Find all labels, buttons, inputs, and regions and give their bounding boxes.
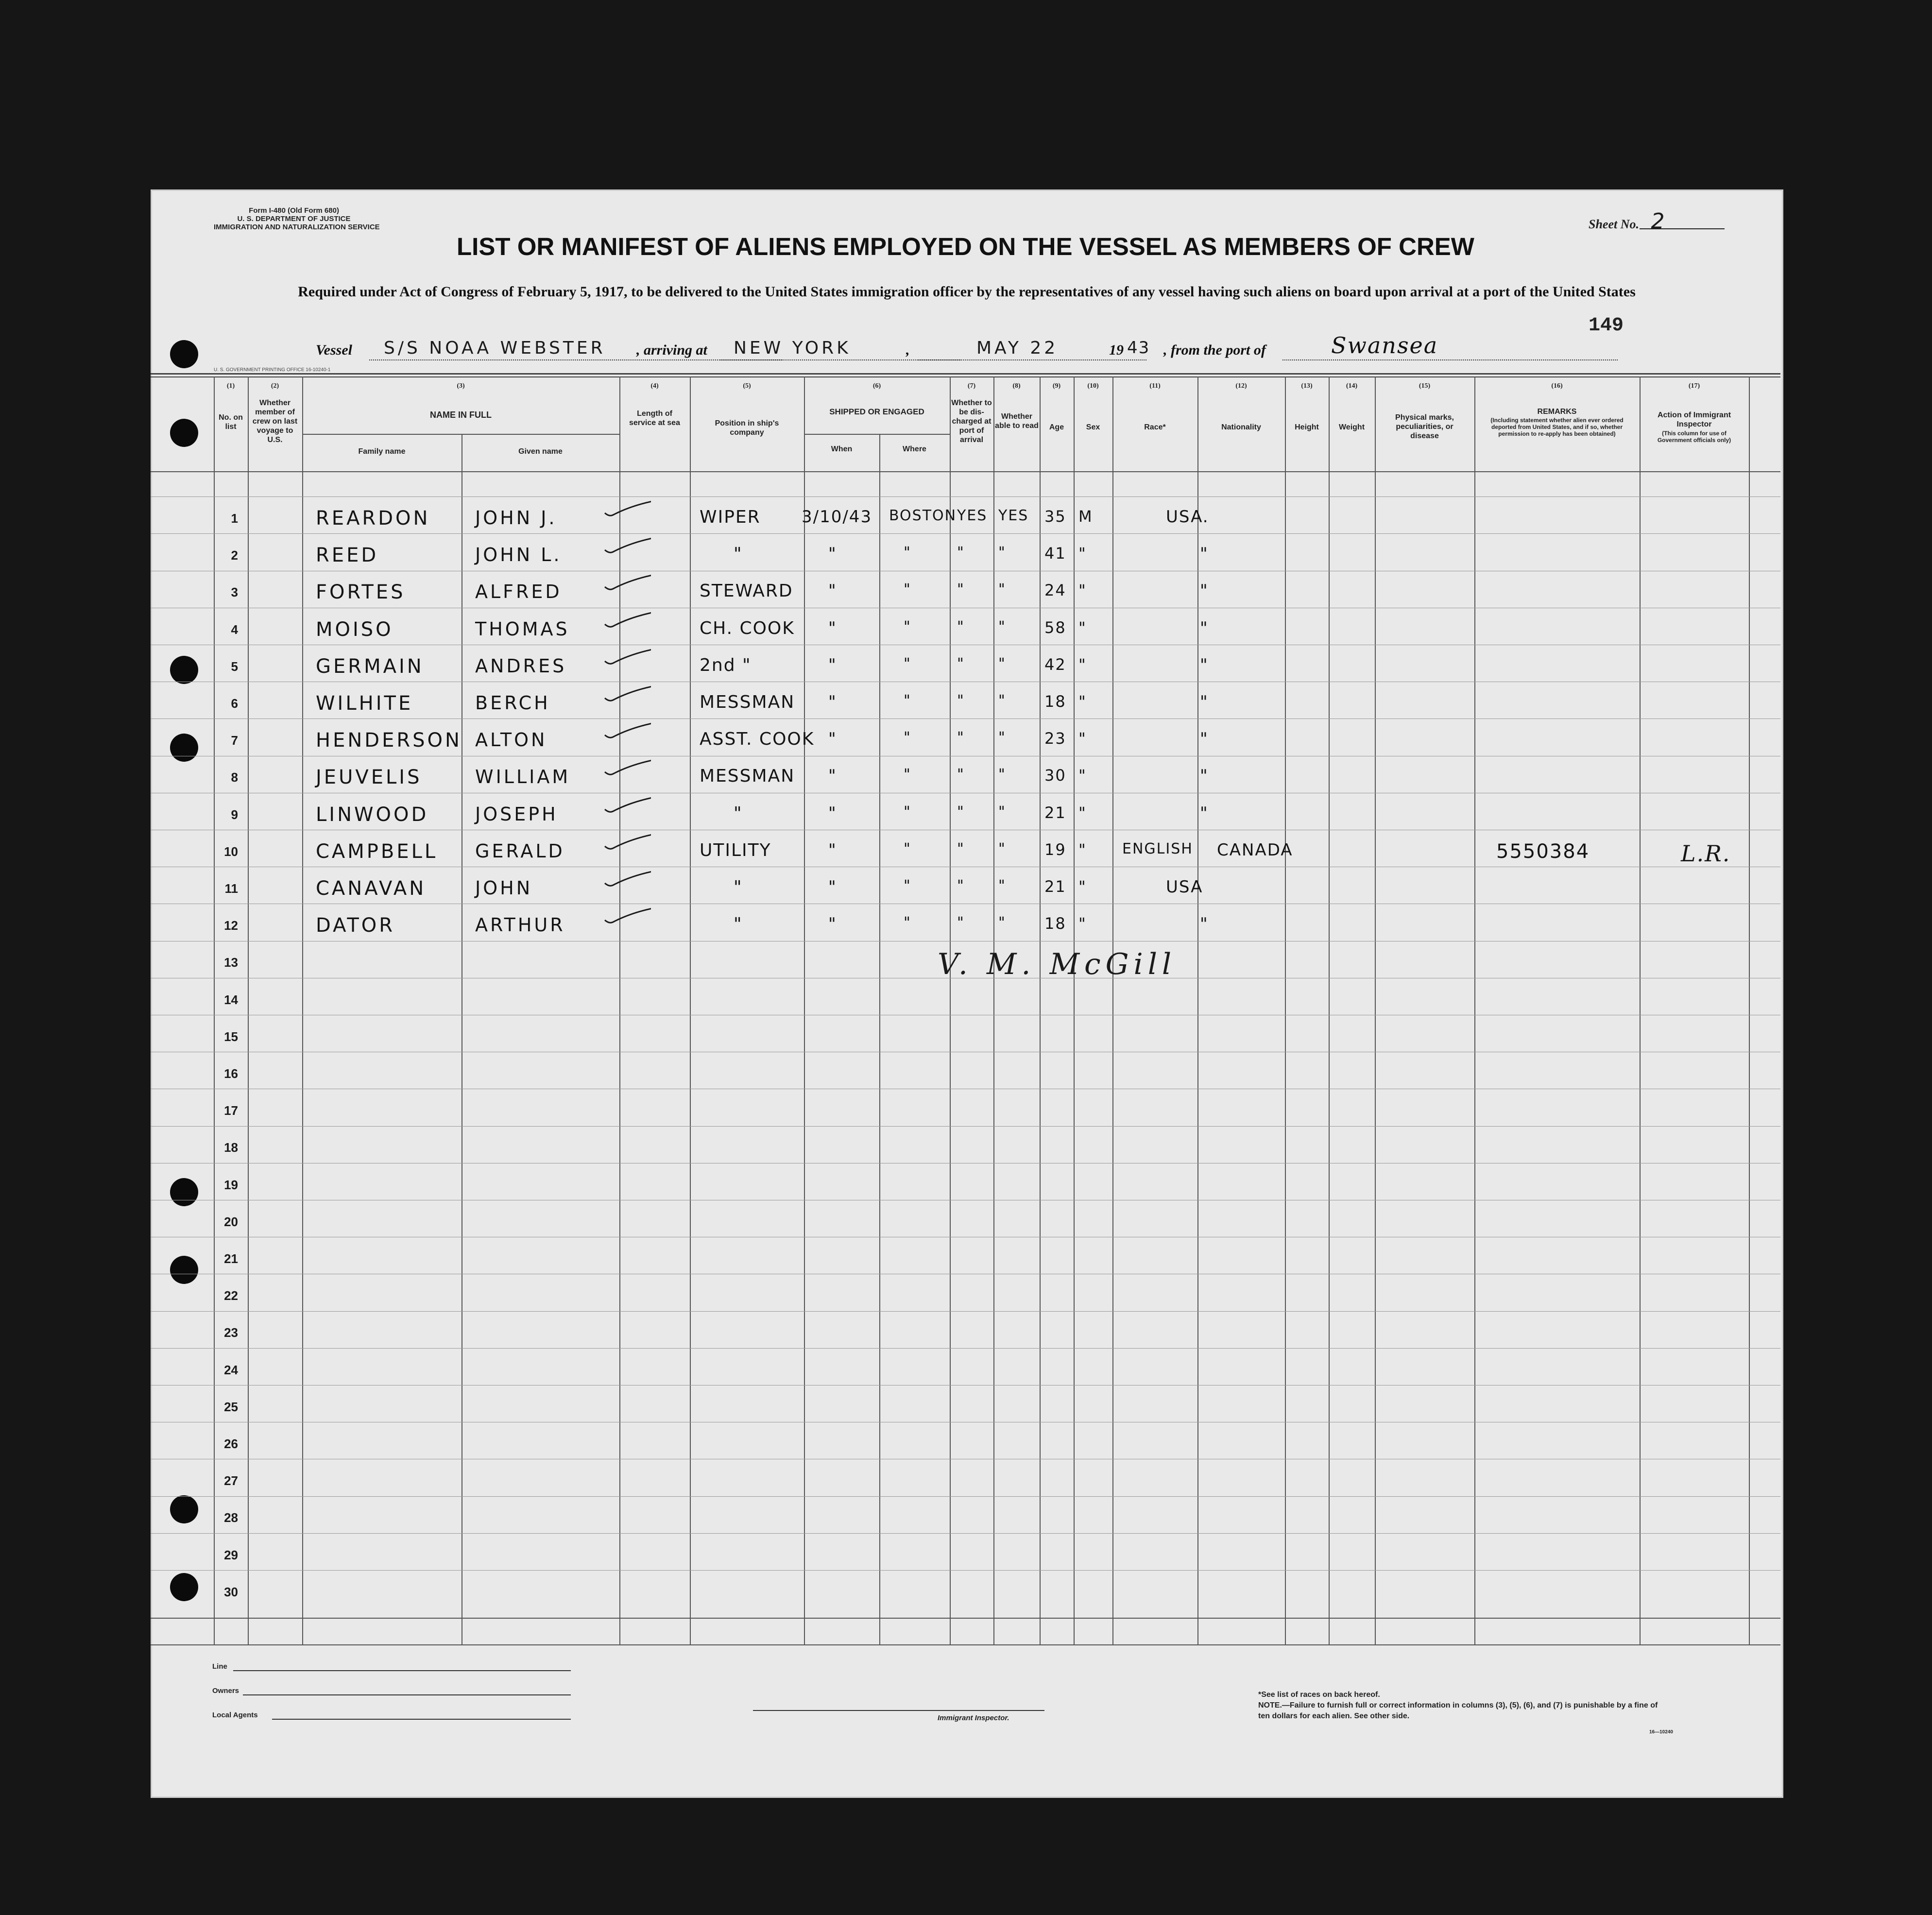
- cell-shipped-where: ": [904, 692, 911, 709]
- row-number: 12: [224, 918, 238, 933]
- document-subtitle: Required under Act of Congress of February 5, 1917, to be delivered to the United States immigration officer by the representatives of any vessel having such aliens on board upon arrival at a port of the United States: [298, 284, 1636, 300]
- cell-discharged: ": [957, 544, 965, 562]
- cell-given-name: JOSEPH: [475, 803, 558, 825]
- checkmark-icon: [602, 610, 651, 629]
- row-number: 22: [224, 1288, 238, 1303]
- row-number: 19: [224, 1177, 238, 1192]
- row-number: 7: [231, 733, 238, 748]
- form-code-bottom: 16—10240: [1649, 1729, 1673, 1735]
- cell-given-name: WILLIAM: [475, 766, 571, 788]
- checkmark-icon: [602, 757, 651, 777]
- cell-able-to-read: ": [998, 581, 1006, 598]
- cell-family-name: REED: [316, 544, 379, 567]
- from-label: , from the port of: [1163, 342, 1266, 358]
- row-number: 30: [224, 1584, 238, 1599]
- cell-discharged: ": [957, 729, 965, 747]
- cell-shipped-where: ": [904, 729, 911, 747]
- col-num-14: (14): [1346, 382, 1358, 390]
- cell-age: 18: [1044, 692, 1066, 711]
- row-number: 6: [231, 696, 238, 711]
- cell-position: ": [734, 544, 743, 564]
- cell-family-name: GERMAIN: [316, 655, 424, 678]
- cell-shipped-when: ": [828, 914, 837, 934]
- name-in-full-header: NAME IN FULL: [430, 410, 492, 420]
- cell-nationality: CANADA: [1217, 840, 1293, 860]
- cell-shipped-when: ": [828, 655, 837, 675]
- stamp-number: 149: [1589, 315, 1624, 337]
- physical-marks-header: Physical marks, peculiarities, or disease: [1395, 413, 1454, 440]
- cell-given-name: JOHN J.: [475, 507, 557, 529]
- cell-able-to-read: ": [998, 692, 1006, 709]
- col-num-7: (7): [967, 382, 976, 390]
- cell-sex: M: [1078, 507, 1093, 526]
- checkmark-icon: [602, 906, 651, 925]
- cell-sex: ": [1078, 729, 1087, 748]
- inspector-label: Immigrant Inspector.: [938, 1714, 1009, 1722]
- cell-position: ASST. COOK: [700, 729, 815, 750]
- signature: V. M. McGill: [938, 947, 1177, 981]
- cell-able-to-read: ": [998, 729, 1006, 747]
- cell-position: WIPER: [700, 507, 761, 527]
- cell-sex: ": [1078, 803, 1087, 822]
- cell-given-name: JOHN: [475, 877, 533, 899]
- cell-family-name: JEUVELIS: [316, 766, 422, 789]
- checkmark-icon: [602, 684, 651, 703]
- cell-shipped-where: BOSTON: [889, 507, 957, 524]
- cell-family-name: LINWOOD: [316, 803, 429, 826]
- whether-member-header: Whether member of crew on last voyage to U.S.: [252, 399, 298, 444]
- cell-sex: ": [1078, 618, 1087, 637]
- cell-age: 41: [1044, 544, 1066, 563]
- cell-age: 58: [1044, 618, 1066, 637]
- col-num-1: (1): [226, 382, 235, 390]
- cell-shipped-where: ": [904, 803, 911, 821]
- col-num-13: (13): [1301, 382, 1313, 390]
- cell-family-name: CAMPBELL: [316, 840, 438, 863]
- fine-note: NOTE.—Failure to furnish full or correct information in columns (3), (5), (6), and (7) is punishable by a fine of ten dollars for each alien. See other side.: [1258, 1701, 1658, 1720]
- col-num-16: (16): [1551, 382, 1563, 390]
- form-code-line: Form I-480 (Old Form 680): [249, 206, 339, 215]
- cell-age: 30: [1044, 766, 1066, 785]
- cell-discharged: ": [957, 877, 965, 894]
- row-number: 24: [224, 1362, 238, 1377]
- cell-discharged: YES: [957, 507, 988, 524]
- cell-sex: ": [1078, 914, 1087, 933]
- year-suffix: 43: [1127, 338, 1150, 358]
- cell-age: 21: [1044, 803, 1066, 822]
- owners-label: Owners: [212, 1687, 239, 1695]
- cell-shipped-where: ": [904, 840, 911, 857]
- cell-shipped-where: ": [904, 877, 911, 894]
- cell-shipped-when: ": [828, 692, 837, 712]
- row-number: 5: [231, 659, 238, 674]
- row-number: 26: [224, 1436, 238, 1451]
- action-header: Action of Immigrant Inspector: [1657, 411, 1731, 428]
- row-number: 11: [224, 881, 238, 896]
- cell-age: 19: [1044, 840, 1066, 859]
- cell-nationality: ": [1200, 914, 1209, 934]
- col-num-15: (15): [1419, 382, 1431, 390]
- col-num-4: (4): [650, 382, 659, 390]
- cell-shipped-when: ": [828, 544, 837, 564]
- row-number: 9: [231, 807, 238, 822]
- line-label: Line: [212, 1662, 227, 1671]
- cell-age: 42: [1044, 655, 1066, 674]
- action-note: (This column for use of Government officials only): [1657, 430, 1731, 444]
- row-number: 23: [224, 1325, 238, 1340]
- cell-family-name: DATOR: [316, 914, 395, 937]
- cell-sex: ": [1078, 655, 1087, 674]
- cell-shipped-where: ": [904, 766, 911, 784]
- cell-shipped-where: ": [904, 581, 911, 598]
- cell-given-name: ALFRED: [475, 581, 562, 603]
- remarks-note: (Including statement whether alien ever ordered deported from United States, and if so, whether permission to re-apply has been obtained): [1490, 417, 1624, 437]
- cell-age: 35: [1044, 507, 1066, 526]
- row-number: 10: [224, 844, 238, 859]
- cell-shipped-when: ": [828, 803, 837, 823]
- position-header: Position in ship's company: [715, 419, 779, 437]
- where-header: Where: [903, 445, 926, 453]
- row-number: 13: [224, 955, 238, 970]
- cell-shipped-when: ": [828, 618, 837, 638]
- col-num-9: (9): [1052, 382, 1061, 390]
- cell-sex: ": [1078, 766, 1087, 785]
- cell-sex: ": [1078, 840, 1087, 859]
- row-number: 2: [231, 548, 238, 563]
- cell-discharged: ": [957, 766, 965, 784]
- col-num-11: (11): [1149, 382, 1161, 390]
- row-number: 29: [224, 1547, 238, 1562]
- row-number: 28: [224, 1510, 238, 1525]
- cell-able-to-read: ": [998, 803, 1006, 821]
- cell-discharged: ": [957, 914, 965, 932]
- cell-nationality: ": [1200, 692, 1209, 712]
- cell-age: 21: [1044, 877, 1066, 896]
- cell-sex: ": [1078, 692, 1087, 711]
- cell-sex: ": [1078, 544, 1087, 563]
- cell-discharged: ": [957, 692, 965, 709]
- races-note: *See list of races on back hereof.: [1258, 1691, 1380, 1699]
- no-on-list-header: No. on list: [219, 413, 243, 431]
- cell-discharged: ": [957, 581, 965, 598]
- row-number: 3: [231, 585, 238, 600]
- row-number: 18: [224, 1140, 238, 1155]
- cell-able-to-read: ": [998, 877, 1006, 894]
- checkmark-icon: [602, 720, 651, 740]
- row-number: 27: [224, 1473, 238, 1488]
- cell-position: MESSMAN: [700, 692, 795, 712]
- sex-header: Sex: [1086, 423, 1100, 431]
- cell-family-name: FORTES: [316, 581, 406, 604]
- cell-position: ": [734, 914, 743, 935]
- vessel-name: S/S NOAA WEBSTER: [384, 338, 606, 358]
- cell-remarks: 5550384: [1496, 840, 1590, 863]
- vessel-line: Vessel S/S NOAA WEBSTER , arriving at NEW YORK , MAY 22 19 43 , from the port of Swansea: [151, 335, 1780, 364]
- col-num-3: (3): [457, 382, 465, 390]
- cell-shipped-where: ": [904, 544, 911, 562]
- cell-nationality: ": [1200, 581, 1209, 601]
- cell-shipped-when: 3/10/43: [802, 507, 872, 527]
- row-number: 17: [224, 1103, 238, 1118]
- cell-shipped-where: ": [904, 655, 911, 672]
- form-code-line: IMMIGRATION AND NATURALIZATION SERVICE: [214, 223, 380, 231]
- cell-able-to-read: ": [998, 544, 1006, 562]
- age-header: Age: [1049, 423, 1064, 431]
- cell-position: ": [734, 803, 743, 823]
- cell-sex: ": [1078, 877, 1087, 896]
- cell-position: MESSMAN: [700, 766, 795, 787]
- checkmark-icon: [602, 832, 651, 851]
- sheet-number-value: 2: [1651, 209, 1668, 234]
- cell-given-name: JOHN L.: [475, 544, 562, 566]
- cell-position: ": [734, 877, 743, 897]
- arrival-date: MAY 22: [976, 338, 1059, 358]
- weight-header: Weight: [1338, 423, 1365, 431]
- cell-given-name: BERCH: [475, 692, 550, 714]
- cell-discharged: ": [957, 840, 965, 857]
- checkmark-icon: [602, 535, 651, 555]
- cell-given-name: ALTON: [475, 729, 547, 751]
- cell-able-to-read: ": [998, 618, 1006, 635]
- cell-nationality: ": [1200, 655, 1209, 675]
- cell-nationality: ": [1200, 803, 1209, 823]
- col-num-10: (10): [1087, 382, 1099, 390]
- checkmark-icon: [602, 795, 651, 814]
- cell-action: L.R.: [1681, 840, 1731, 867]
- cell-family-name: CANAVAN: [316, 877, 427, 900]
- nationality-header: Nationality: [1221, 423, 1261, 431]
- remarks-header: REMARKS: [1537, 408, 1577, 416]
- form-code-line: U. S. DEPARTMENT OF JUSTICE: [237, 215, 351, 223]
- cell-age: 18: [1044, 914, 1066, 933]
- col-num-2: (2): [271, 382, 279, 390]
- cell-able-to-read: ": [998, 655, 1006, 672]
- race-header: Race*: [1144, 423, 1166, 431]
- cell-given-name: ANDRES: [475, 655, 567, 677]
- checkmark-icon: [602, 647, 651, 666]
- cell-position: UTILITY: [700, 840, 771, 860]
- form-code: [214, 206, 380, 231]
- cell-position: 2nd ": [700, 655, 752, 675]
- cell-nationality: USA: [1166, 877, 1203, 897]
- family-name-header: Family name: [358, 447, 406, 456]
- cell-family-name: HENDERSON: [316, 729, 462, 752]
- cell-position: STEWARD: [700, 581, 793, 601]
- cell-family-name: MOISO: [316, 618, 393, 641]
- checkmark-icon: [602, 869, 651, 888]
- cell-family-name: WILHITE: [316, 692, 413, 715]
- cell-able-to-read: ": [998, 914, 1006, 932]
- cell-shipped-when: ": [828, 877, 837, 897]
- row-number: 8: [231, 770, 238, 785]
- cell-able-to-read: ": [998, 840, 1006, 857]
- row-number: 15: [224, 1029, 238, 1044]
- cell-shipped-when: ": [828, 729, 837, 749]
- cell-discharged: ": [957, 803, 965, 821]
- col-num-12: (12): [1235, 382, 1247, 390]
- cell-shipped-when: ": [828, 766, 837, 786]
- discharged-header: Whether to be dis-charged at port of arrival: [951, 399, 992, 444]
- arriving-label: , arriving at: [636, 342, 707, 358]
- when-header: When: [831, 445, 853, 453]
- checkmark-icon: [602, 498, 651, 518]
- given-name-header: Given name: [518, 447, 563, 456]
- cell-race: ENGLISH: [1122, 840, 1193, 857]
- cell-given-name: ARTHUR: [475, 914, 565, 936]
- cell-shipped-where: ": [904, 618, 911, 635]
- sheet-number: [1589, 209, 1668, 234]
- sheet-label: Sheet No.: [1589, 217, 1639, 231]
- row-number: 16: [224, 1066, 238, 1081]
- cell-age: 24: [1044, 581, 1066, 600]
- col-num-8: (8): [1012, 382, 1021, 390]
- cell-nationality: ": [1200, 766, 1209, 786]
- cell-able-to-read: ": [998, 766, 1006, 784]
- cell-given-name: THOMAS: [475, 618, 570, 640]
- col-num-6: (6): [872, 382, 881, 390]
- agents-label: Local Agents: [212, 1711, 258, 1719]
- cell-nationality: ": [1200, 618, 1209, 638]
- cell-family-name: REARDON: [316, 507, 430, 530]
- row-number: 14: [224, 992, 238, 1007]
- cell-age: 23: [1044, 729, 1066, 748]
- from-port: Swansea: [1331, 332, 1438, 359]
- year-prefix: 19: [1109, 342, 1124, 358]
- row-number: 4: [231, 622, 238, 637]
- footer-note: [1258, 1690, 1661, 1722]
- checkmark-icon: [602, 572, 651, 592]
- cell-shipped-when: ": [828, 581, 837, 601]
- shipped-header: SHIPPED OR ENGAGED: [829, 407, 924, 416]
- col-num-17: (17): [1688, 382, 1700, 390]
- row-number: 25: [224, 1399, 238, 1414]
- row-number: 20: [224, 1214, 238, 1229]
- cell-able-to-read: YES: [998, 507, 1029, 524]
- row-number: 21: [224, 1251, 238, 1266]
- vessel-label: Vessel: [316, 342, 352, 358]
- row-number: 1: [231, 511, 238, 526]
- cell-nationality: USA.: [1166, 507, 1209, 527]
- length-service-header: Length of service at sea: [629, 410, 680, 427]
- height-header: Height: [1295, 423, 1319, 431]
- cell-position: CH. COOK: [700, 618, 795, 638]
- cell-shipped-where: ": [904, 914, 911, 932]
- cell-discharged: ": [957, 618, 965, 635]
- cell-sex: ": [1078, 581, 1087, 600]
- cell-discharged: ": [957, 655, 965, 672]
- crew-table: [151, 376, 1780, 1644]
- col-num-5: (5): [743, 382, 751, 390]
- able-read-header: Whether able to read: [995, 412, 1039, 430]
- cell-nationality: ": [1200, 544, 1209, 564]
- arriving-port: NEW YORK: [734, 338, 851, 358]
- cell-given-name: GERALD: [475, 840, 565, 862]
- cell-shipped-when: ": [828, 840, 837, 860]
- printing-office: U. S. GOVERNMENT PRINTING OFFICE 16-10240-1: [214, 367, 331, 373]
- cell-nationality: ": [1200, 729, 1209, 749]
- document-title: LIST OR MANIFEST OF ALIENS EMPLOYED ON THE VESSEL AS MEMBERS OF CREW: [457, 233, 1474, 260]
